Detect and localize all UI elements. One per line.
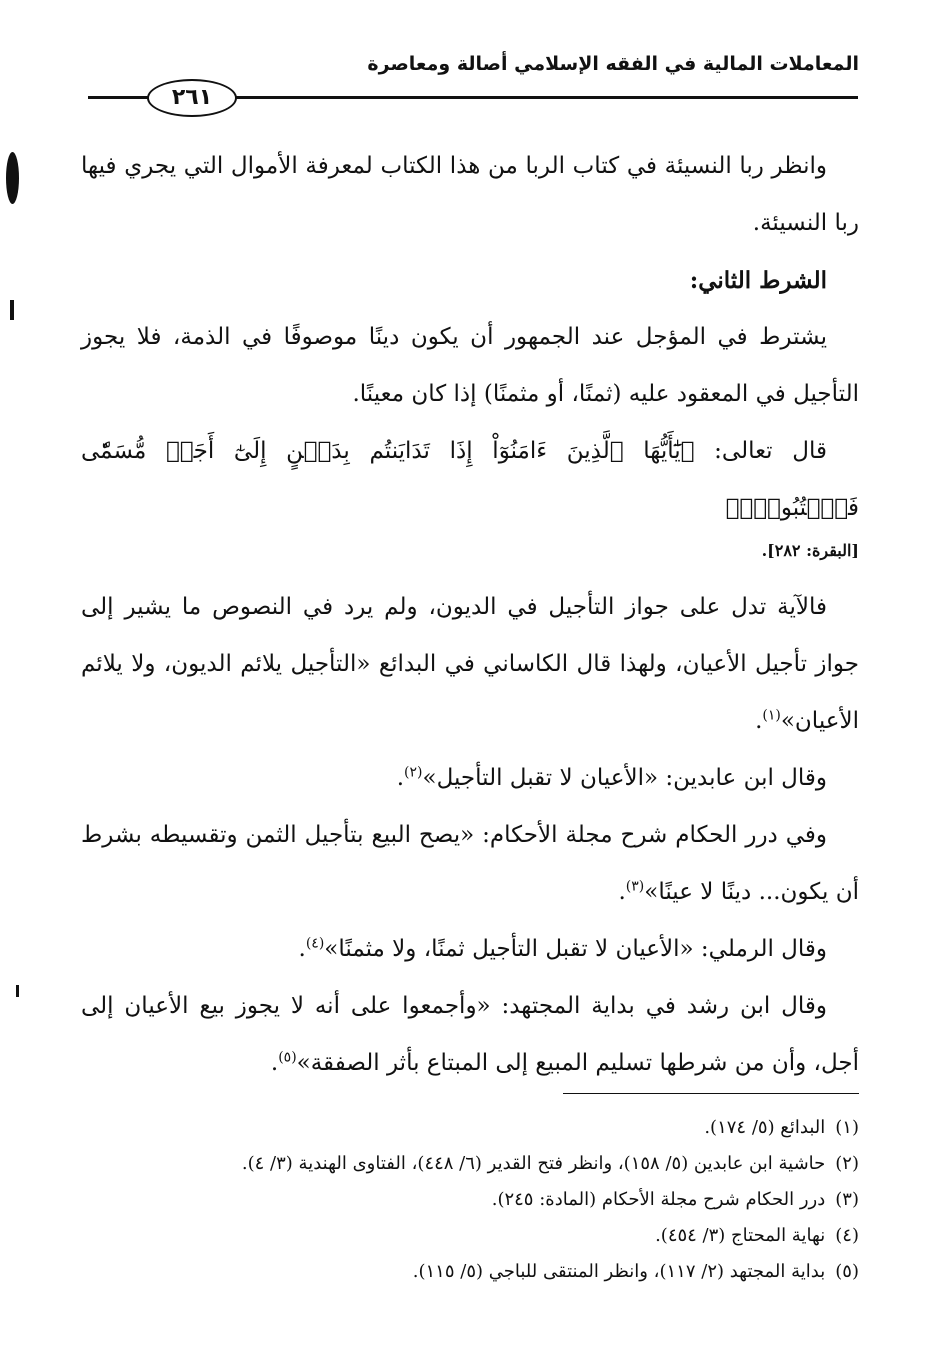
footnote-number: (٢) xyxy=(835,1153,859,1174)
footnotes xyxy=(81,1110,859,1290)
footnote-marker-3[interactable]: (٣) xyxy=(625,878,645,895)
footnote-number: (٤) xyxy=(835,1225,859,1246)
footnote-marker-1[interactable]: (١) xyxy=(762,707,781,724)
paragraph-ibn-abidin xyxy=(81,750,859,807)
paragraph-ramli xyxy=(81,921,859,978)
scan-artifact-mark xyxy=(16,985,19,997)
footnote-item xyxy=(81,1182,859,1218)
spacer xyxy=(81,565,859,579)
footnote-text: البدائع (٥/ ١٧٤). xyxy=(704,1117,826,1138)
ibn-abidin-text: وقال ابن عابدين: «الأعيان لا تقبل التأجيل» xyxy=(422,765,827,791)
scan-artifact-mark xyxy=(6,152,19,204)
footnote-marker-5[interactable]: (٥) xyxy=(278,1049,297,1066)
footnote-separator xyxy=(563,1093,859,1094)
running-head-title: المعاملات المالية في الفقه الإسلامي أصالة ومعاصرة xyxy=(367,53,859,75)
kasani-text: فالآية تدل على جواز التأجيل في الديون، ولم يرد في النصوص ما يشير إلى جواز تأجيل الأعيان، ولهذا قال الكاساني في البدائع «التأجيل يلائم الديون، ولا يلائم الأعيان» xyxy=(81,594,859,734)
period: . xyxy=(298,936,306,962)
footnote-item xyxy=(81,1254,859,1290)
paragraph-kasani xyxy=(81,579,859,750)
section-heading: الشرط الثاني: xyxy=(689,267,827,294)
paragraph-condition: يشترط في المؤجل عند الجمهور أن يكون دينًا موصوفًا في الذمة، فلا يجوز التأجيل في المعقود عليه (ثمنًا، أو مثمنًا) إذا كان معينًا. xyxy=(81,324,859,407)
page-number: ٢٦١ xyxy=(147,79,237,117)
paragraph-durar xyxy=(81,807,859,921)
footnote-marker-4[interactable]: (٤) xyxy=(305,935,325,952)
paragraph-quran xyxy=(81,423,859,537)
main-text xyxy=(81,138,859,1092)
ramli-text: وقال الرملي: «الأعيان لا تقبل التأجيل ثمنًا، ولا مثمنًا» xyxy=(324,936,827,962)
quran-verse: ﴿يَٰٓأَيُّهَا ٱلَّذِينَ ءَامَنُوٓاْ إِذَا تَدَايَنتُم بِدَيۡنٍ إِلَىٰٓ أَجَلٖ مُّسَمّٗى فَٱكۡتُبُوهُۚ﴾ xyxy=(81,438,859,521)
paragraph-riba-reference: وانظر ربا النسيئة في كتاب الربا من هذا الكتاب لمعرفة الأموال التي يجري فيها ربا النسيئة. xyxy=(81,153,859,236)
footnote-item xyxy=(81,1110,859,1146)
footnote-text: درر الحكام شرح مجلة الأحكام (المادة: ٢٤٥). xyxy=(491,1189,826,1210)
durar-text: وفي درر الحكام شرح مجلة الأحكام: «يصح البيع بتأجيل الثمن وتقسيطه بشرط أن يكون... دينًا لا عينًا» xyxy=(81,822,859,905)
paragraph-ibn-rushd xyxy=(81,978,859,1092)
footnote-item xyxy=(81,1218,859,1254)
period: . xyxy=(755,708,763,734)
quran-reference: [البقرة: ٢٨٢]. xyxy=(761,541,859,560)
footnote-marker-2[interactable]: (٢) xyxy=(404,764,423,781)
period: . xyxy=(396,765,405,791)
footnote-text: بداية المجتهد (٢/ ١١٧)، وانظر المنتقى للباجي (٥/ ١١٥). xyxy=(412,1261,826,1282)
footnote-number: (٣) xyxy=(835,1189,859,1210)
ibn-rushd-text: وقال ابن رشد في بداية المجتهد: «وأجمعوا على أنه لا يجوز بيع الأعيان إلى أجل، وأن من شرطها تسليم المبيع إلى المبتاع بأثر الصفقة» xyxy=(81,993,859,1076)
period: . xyxy=(618,879,626,905)
footnote-text: حاشية ابن عابدين (٥/ ١٥٨)، وانظر فتح القدير (٦/ ٤٤٨)، الفتاوى الهندية (٣/ ٤). xyxy=(241,1153,826,1174)
footnote-text: نهاية المحتاج (٣/ ٤٥٤). xyxy=(655,1225,826,1246)
footnote-item xyxy=(81,1146,859,1182)
footnote-number: (١) xyxy=(835,1117,859,1138)
footnote-number: (٥) xyxy=(835,1261,859,1282)
period: . xyxy=(270,1050,279,1076)
quran-intro: قال تعالى: xyxy=(694,438,827,464)
scan-artifact-mark xyxy=(10,300,14,320)
